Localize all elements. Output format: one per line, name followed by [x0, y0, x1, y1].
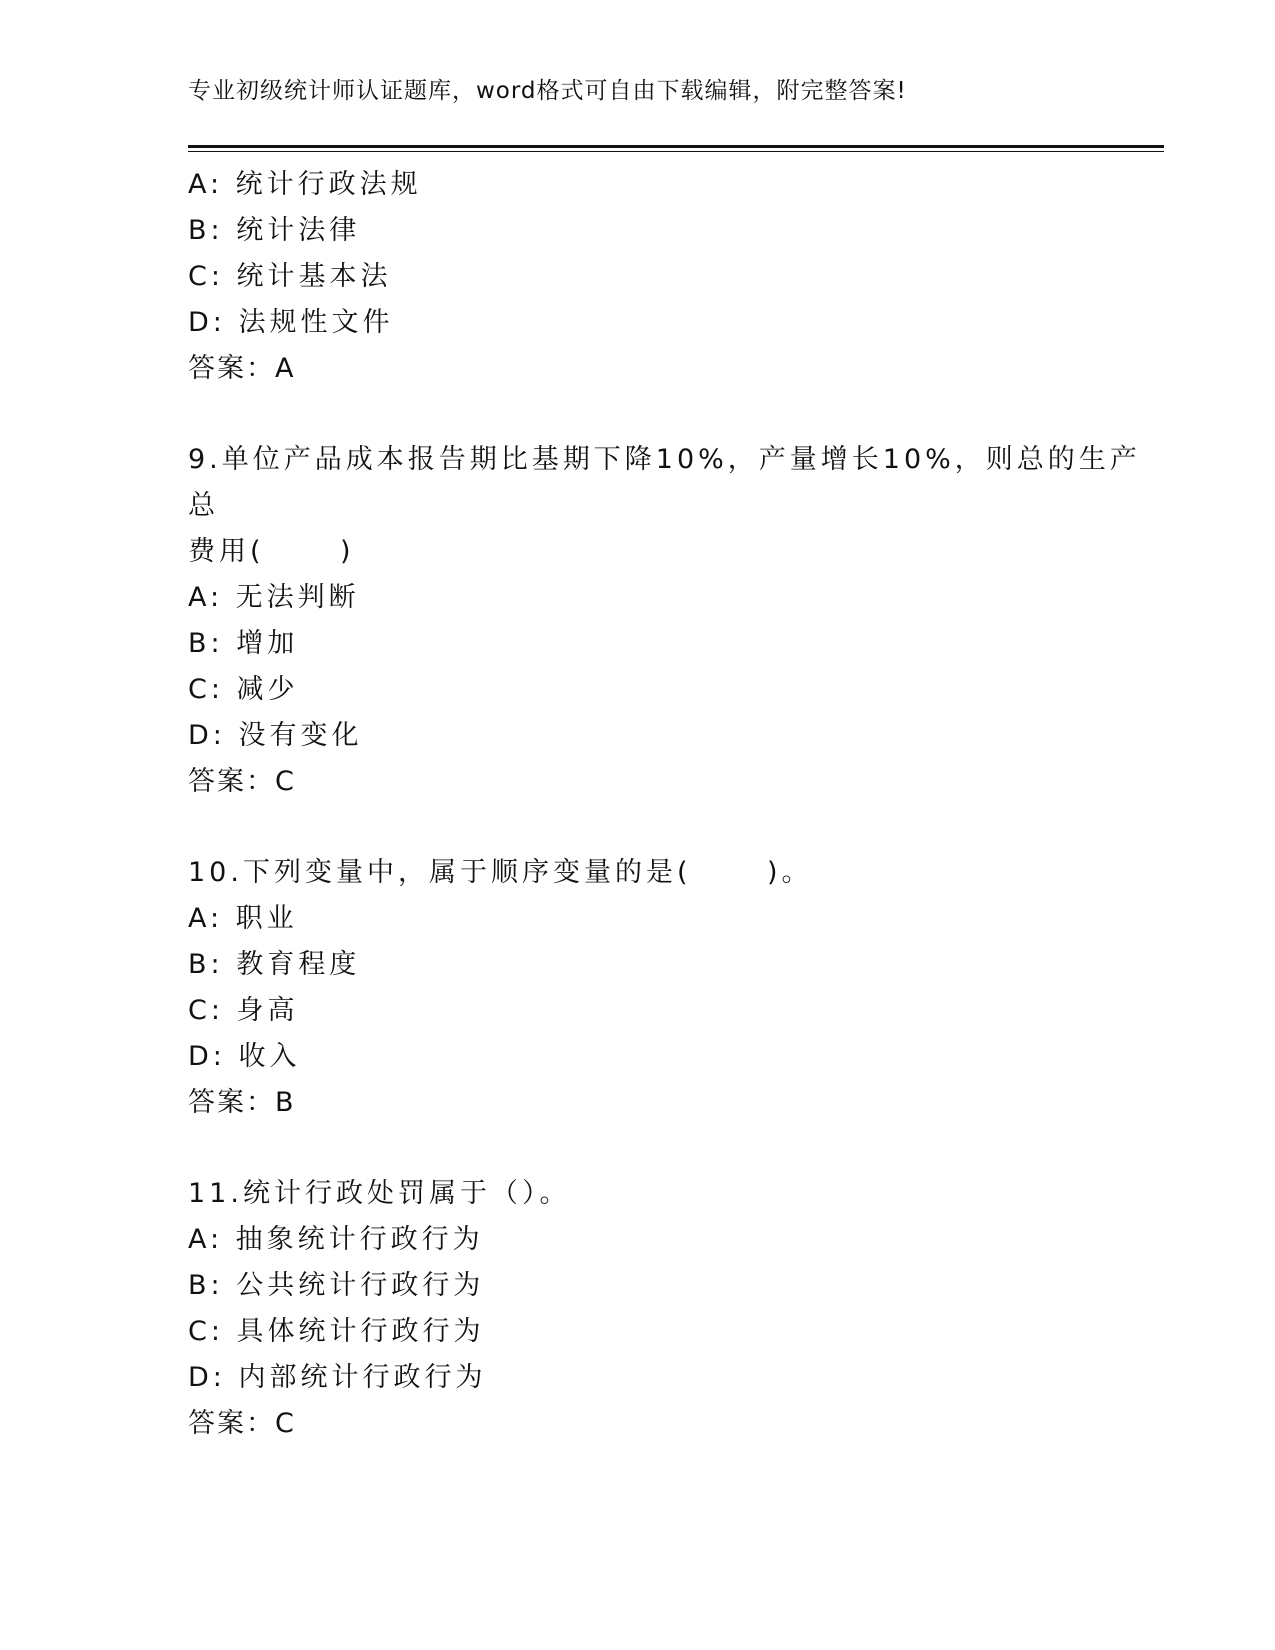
answer-value: B — [275, 1087, 296, 1118]
answer-label: 答案： — [188, 1408, 275, 1439]
question-list — [188, 162, 1148, 1447]
option-b: B: 统计法律 — [188, 215, 361, 246]
answer-line — [188, 1080, 1148, 1126]
answer-value: C — [275, 1408, 296, 1439]
question-10 — [188, 850, 1148, 1126]
option-a: A: 职业 — [188, 903, 298, 934]
answer-value: A — [275, 353, 296, 384]
header-rule-thin — [188, 151, 1164, 152]
option-a: A: 统计行政法规 — [188, 169, 422, 200]
option-a: A: 抽象统计行政行为 — [188, 1224, 484, 1255]
answer-line — [188, 759, 1148, 805]
page-header: 专业初级统计师认证题库，word格式可自由下载编辑，附完整答案! — [188, 78, 907, 104]
option-c: C: 身高 — [188, 995, 299, 1026]
option-d: D: 内部统计行政行为 — [188, 1362, 487, 1393]
question-8-continued — [188, 162, 1148, 392]
option-d: D: 没有变化 — [188, 720, 363, 751]
answer-label: 答案： — [188, 353, 275, 384]
question-text-line-2: 费用( ) — [188, 536, 355, 567]
option-d: D: 收入 — [188, 1041, 301, 1072]
question-text: 10.下列变量中，属于顺序变量的是( )。 — [188, 857, 813, 888]
question-text-line-1: 9.单位产品成本报告期比基期下降10%，产量增长10%，则总的生产总 — [188, 444, 1141, 521]
answer-line — [188, 346, 1148, 392]
header-rule-thick — [188, 145, 1164, 148]
option-c: C: 减少 — [188, 674, 299, 705]
option-c: C: 统计基本法 — [188, 261, 392, 292]
question-text: 11.统计行政处罚属于（）。 — [188, 1178, 571, 1209]
option-d: D: 法规性文件 — [188, 307, 394, 338]
option-c: C: 具体统计行政行为 — [188, 1316, 485, 1347]
question-11 — [188, 1171, 1148, 1447]
option-b: B: 增加 — [188, 628, 299, 659]
question-9 — [188, 437, 1148, 805]
answer-line — [188, 1401, 1148, 1447]
answer-label: 答案： — [188, 1087, 275, 1118]
option-b: B: 公共统计行政行为 — [188, 1270, 485, 1301]
answer-value: C — [275, 766, 296, 797]
option-a: A: 无法判断 — [188, 582, 360, 613]
option-b: B: 教育程度 — [188, 949, 361, 980]
answer-label: 答案： — [188, 766, 275, 797]
